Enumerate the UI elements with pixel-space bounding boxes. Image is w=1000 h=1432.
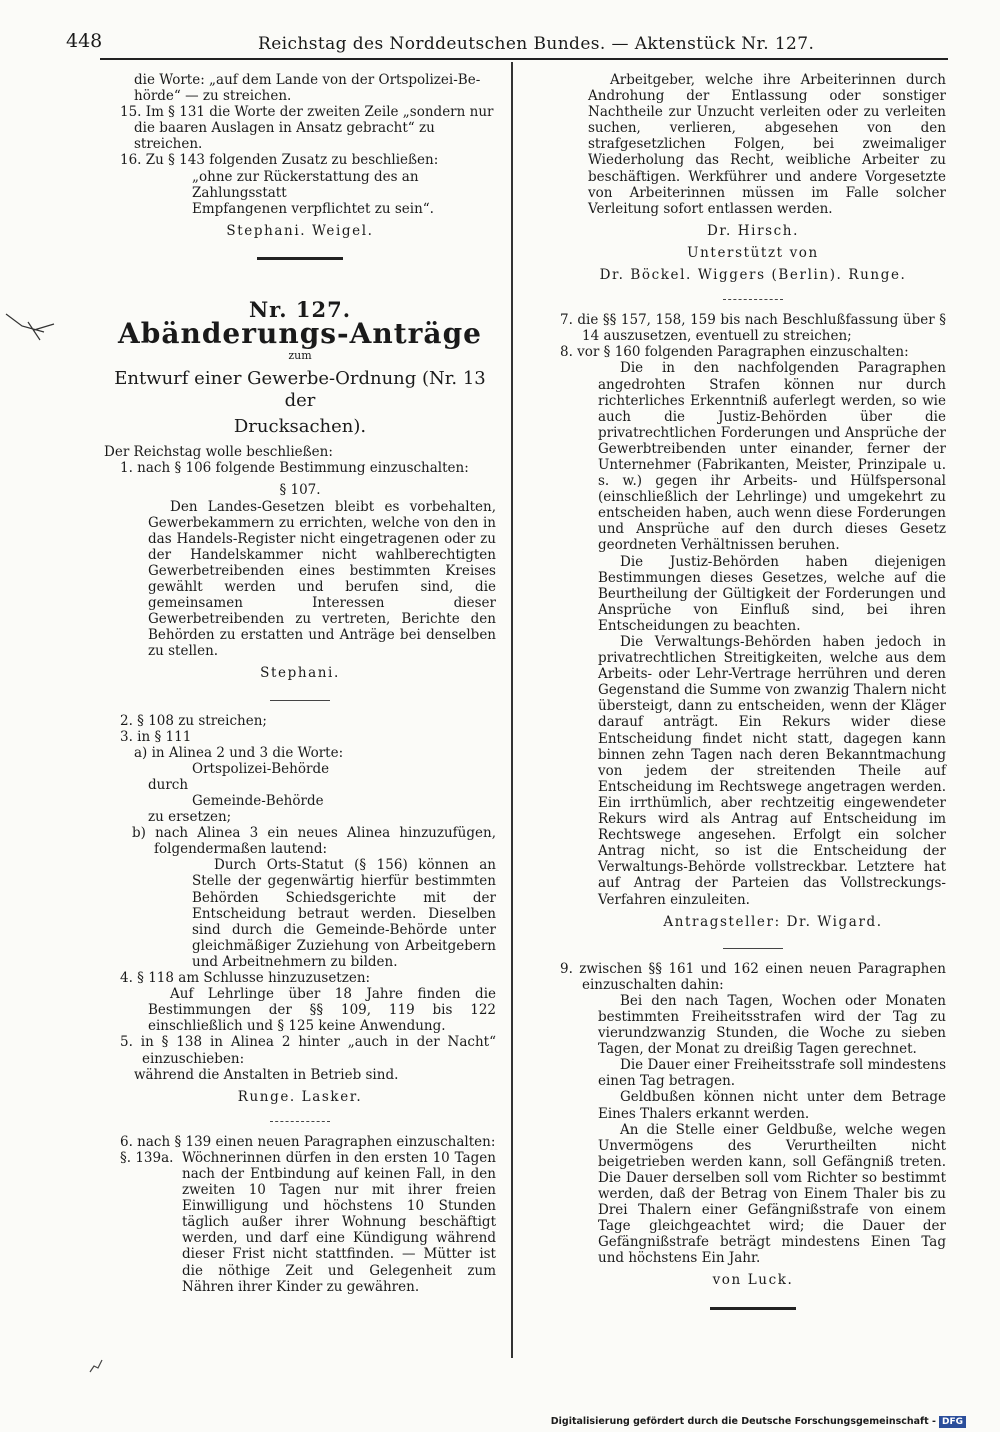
running-head: Reichstag des Norddeutschen Bundes. — Aktenstück Nr. 127. [258,34,815,54]
text-line: Ortspolizei-Behörde [192,760,330,777]
quote-line: Empfangenen verpflichtet zu sein“. [192,200,434,217]
text-line: die Worte: „auf dem Lande von der Ortspolizei-Be- [134,72,481,88]
paragraph-text: Geldbußen können nicht unter dem Betrage Eines Thalers erkannt werden. [598,1089,946,1122]
supported-label: Unterstützt von [687,244,819,261]
item-8: 8. vor § 160 folgenden Paragraphen einzuschalten: [560,344,909,361]
document-title: Abänderungs-Anträge [118,317,482,351]
signature: Runge. Lasker. [237,1088,363,1105]
paragraph-text: Auf Lehrlinge über 18 Jahre finden die Bestimmungen der §§ 109, 119 bis 122 einschließlich und § 125 keine Anwendung. [148,986,496,1035]
item-16: 16. Zu § 143 folgenden Zusatz zu beschließen: [120,152,439,169]
item-15: 15. Im § 131 die Worte der zweiten Zeile „sondern nur [120,104,494,121]
paragraph-text: Arbeitgeber, welche ihre Arbeiterinnen durch Androhung der Entlassung oder sonstiger Nachtheile zur Unzucht verleiten oder zu verleiten suchen, verlieren, abgesehen von den strafgesetzlichen Folgen, bei zweimaliger Wiederholung das Recht, weibliche Arbeiter zu beschäftigen. Werkführer und andere Vorgesetzte von Arbeiterinnen müssen im Falle solcher Verleitung sofort entlassen werden. [588,72,946,217]
item-3a: a) in Alinea 2 und 3 die Worte: [134,744,344,761]
item-3b: b) nach Alinea 3 ein neues Alinea hinzuzufügen, folgendermaßen lautend: [132,825,496,858]
ink-speck [86,1356,106,1376]
paragraph-label: §. 139a. [120,1149,174,1166]
intro-text: Der Reichstag wolle beschließen: [104,444,333,461]
margin-scribble [4,310,58,354]
signature: Dr. Böckel. Wiggers (Berlin). Runge. [599,267,907,284]
signature: Antragsteller: Dr. Wigard. [663,913,883,930]
right-column [560,72,946,1310]
paragraph-text: Bei den nach Tagen, Wochen oder Monaten bestimmten Freiheitsstrafen wird der Tag zu vierundzwanzig Stunden, die Woche zu sieben Tagen, der Monat zu dreißig Tagen gerechnet. [598,992,946,1058]
document-zum: zum [288,349,312,363]
item-7: 7. die §§ 157, 158, 159 bis nach Beschlußfassung über § 14 auszusetzen, eventuell zu streichen; [560,312,946,345]
text-line: Gemeinde-Behörde [192,793,324,809]
item-2: 2. § 108 zu streichen; [120,712,267,729]
paragraph-text: Den Landes-Gesetzen bleibt es vorbehalten, Gewerbekammern zu errichten, welche von den in das Handels-Register nicht eingetragenen oder zu der Handelskammer nicht wahlberechtigten Gewerbetreibenden eines bestimmten Kreises gewählt werden und berufen sind, die gemeinsamen Interessen dieser Gewerbetreibenden zu vertreten, Berichte den Behörden zu erstatten und Anträge bei denselben zu stellen. [148,498,496,660]
item-9: 9. zwischen §§ 161 und 162 einen neuen Paragraphen einzuschalten dahin: [560,960,946,993]
item-5: 5. in § 138 in Alinea 2 hinter „auch in der Nacht“ einzuschieben: [120,1034,496,1067]
text-line: die baaren Auslagen in Ansatz gebracht“ zu streichen. [134,120,435,153]
paragraph-text: Die in den nachfolgenden Paragraphen angedrohten Strafen können nur durch richterliches Erkenntniß auferlegt werden, so wie auch die Justiz-Behörden über die privatrechtlichen Forderungen und Ansprüche der Gewerbtreibenden unter einander, ferner der Unternehmer (Fabrikanten, Meister, Prinzipale u. s. w.) gegen ihr Arbeits- und Hülfspersonal (einschließlich der Lehrlinge) und umgekehrt zu entscheiden haben, auch wenn diese Forderungen und Ansprüche auf den durch dieses Gesetz geordneten Verhältnissen beruhen. [598,360,946,554]
dfg-logo: DFG [939,1416,966,1428]
document-number: Nr. 127. [248,296,352,322]
text-line: während die Anstalten in Betrieb sind. [134,1066,399,1083]
quote-line: „ohne zur Rückerstattung des an Zahlungsstatt [192,168,419,201]
item-6: 6. nach § 139 einen neuen Paragraphen einzuschalten: [120,1133,496,1150]
left-column [104,72,496,1295]
paragraph-text: Die Justiz-Behörden haben diejenigen Bestimmungen dieses Gesetzes, welche auf die Beurtheilung der Gültigkeit der Forderungen und Ansprüche von Einfluß sind, bei ihren Entscheidungen zu beachten. [598,553,946,634]
column-divider [511,62,513,1358]
document-subtitle: Drucksachen). [233,416,367,438]
paragraph-text: Wöchnerinnen dürfen in den ersten 10 Tagen nach der Entbindung auf keinen Fall, in den zweiten 10 Tagen nur mit ihrer freien Einwilligung und höchstens 10 Stunden täglich außer ihrer Wohnung beschäftigt werden, und darf eine Kündigung während dieser Frist nicht stattfinden. — Mütter ist die nöthige Zeit und Gelegenheit zum Nähren ihrer Kinder zu gewähren. [182,1149,496,1295]
text-line: zu ersetzen; [148,809,232,826]
paragraph-title: § 107. [279,482,321,499]
paragraph-text: Die Verwaltungs-Behörden haben jedoch in privatrechtlichen Streitigkeiten, welche aus dem Arbeits- oder Lehr-Vertrage herrühren und deren Gegenstand die Summe von zwanzig Thalern nicht übersteigt, dann zu entscheiden, wenn der Kläger darauf anträgt. Ein Rekurs wider diese Entscheidung findet nicht statt, dagegen kann binnen zehn Tagen nach deren Bekanntmachung von jedem der streitenden Theile auf Entscheidung im Rechtswege angetragen werden. Ein irrthümlich, aber rechtzeitig eingewendeter Rekurs wird als Antrag auf Entscheidung im Rechtswege angesehen. Erfolgt ein solcher Antrag nicht, so ist die Entscheidung der Verwaltungs-Behörde vollstreckbar. Letztere hat auf Antrag der Parteien das Vollstreckungs-Verfahren einzuleiten. [598,634,946,908]
footer-text: Digitalisierung gefördert durch die Deutsche Forschungsgemeinschaft - [550,1416,936,1427]
section-rule [710,1307,796,1310]
item-3: 3. in § 111 [120,728,192,745]
text-line: hörde“ — zu streichen. [134,88,292,105]
section-rule [257,257,343,260]
paragraph-text: An die Stelle einer Geldbuße, welche wegen Unvermögens des Verurtheilten nicht beigetrieben werden kann, soll Gefängniß treten. Die Dauer derselben soll vom Richter so bestimmt werden, daß der Betrag von Einem Thaler bis zu Drei Thalern einer Gefängnißstrafe von einem Tage gleichgeachtet wird; die Dauer der Gefängnißstrafe beträgt mindestens Einen Tag und höchstens Ein Jahr. [598,1121,946,1267]
page-number: 448 [66,30,103,52]
header-rule [100,58,948,60]
paragraph-text: Die Dauer einer Freiheitsstrafe soll mindestens einen Tag betragen. [598,1057,946,1090]
text-line: durch [148,776,189,793]
paragraph-text: Durch Orts-Statut (§ 156) können an Stelle der gegenwärtig hierfür bestimmten Behörden Schiedsgerichte mit der Entscheidung betraut werden. Dieselben sind durch die Gemeinde-Behörde unter gleichmäßiger Zuziehung von Arbeitgebern und Arbeitnehmern zu bilden. [192,857,496,970]
signature: Dr. Hirsch. [707,222,799,239]
item-6-body [104,1150,496,1295]
signature: Stephani. Weigel. [226,222,374,239]
footer-credit [551,1416,966,1428]
signature: Stephani. [260,665,340,682]
item-4: 4. § 118 am Schlusse hinzuzusetzen: [120,970,371,987]
signature: von Luck. [712,1272,794,1289]
item-1: 1. nach § 106 folgende Bestimmung einzuschalten: [120,460,469,477]
document-subtitle: Entwurf einer Gewerbe-Ordnung (Nr. 13 der [114,368,486,412]
